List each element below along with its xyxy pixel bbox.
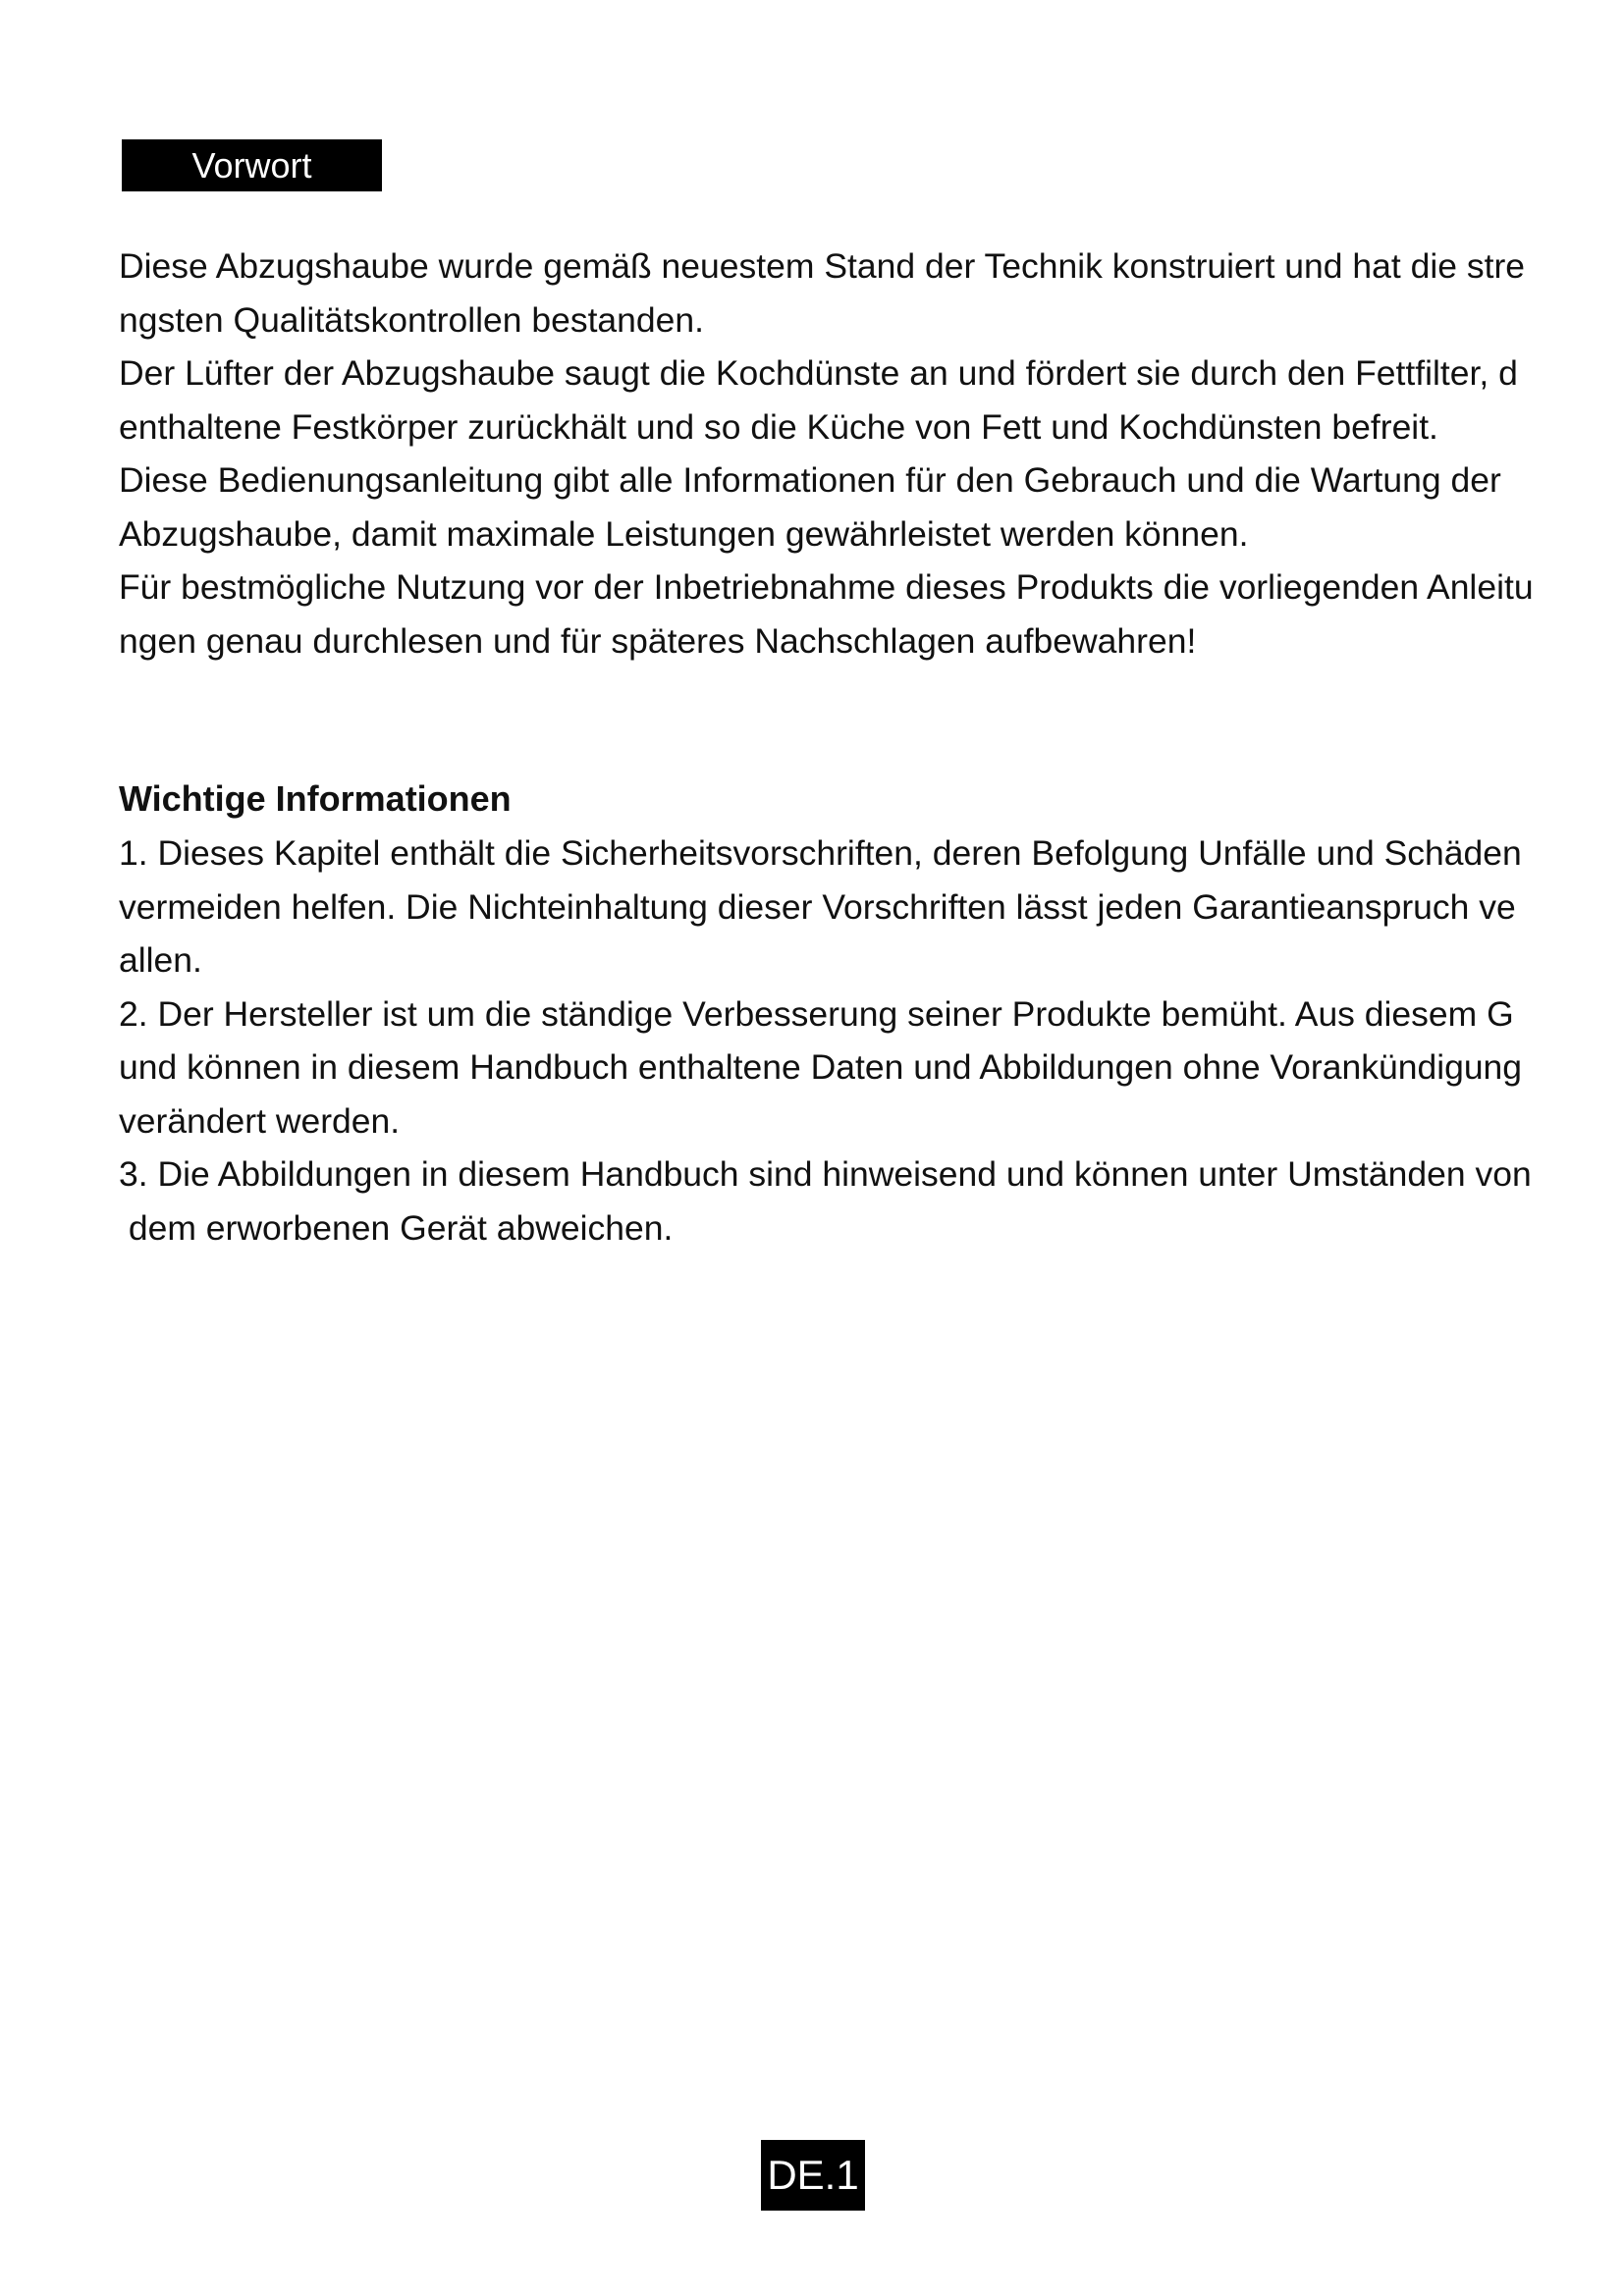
info-list <box>119 827 1624 1255</box>
intro-line: Der Lüfter der Abzugshaube saugt die Kochdünste an und fördert sie durch den Fettfilter, d <box>119 353 1518 393</box>
info-line: 1. Dieses Kapitel enthält die Sicherheitsvorschriften, deren Befolgung Unfälle und Schäden <box>119 833 1522 873</box>
page-number: DE.1 <box>761 2140 865 2211</box>
info-line: dem erworbenen Gerät abweichen. <box>119 1207 674 1248</box>
intro-line: ngen genau durchlesen und für späteres Nachschlagen aufbewahren! <box>119 620 1197 661</box>
info-heading: Wichtige Informationen <box>119 778 512 819</box>
intro-line: enthaltene Festkörper zurückhält und so die Küche von Fett und Kochdünsten befreit. <box>119 406 1438 447</box>
intro-line: ngsten Qualitätskontrollen bestanden. <box>119 299 705 340</box>
intro-line: Diese Abzugshaube wurde gemäß neuestem Stand der Technik konstruiert und hat die stre <box>119 246 1526 286</box>
info-line: vermeiden helfen. Die Nichteinhaltung dieser Vorschriften lässt jeden Garantieanspruch ve <box>119 886 1516 927</box>
info-line: allen. <box>119 940 202 980</box>
section-badge-vorwort: Vorwort <box>122 139 382 191</box>
info-line: 2. Der Hersteller ist um die ständige Verbesserung seiner Produkte bemüht. Aus diesem G <box>119 993 1514 1034</box>
intro-line: Diese Bedienungsanleitung gibt alle Informationen für den Gebrauch und die Wartung der <box>119 460 1501 500</box>
intro-line: Für bestmögliche Nutzung vor der Inbetriebnahme dieses Produkts die vorliegenden Anleitu <box>119 567 1534 607</box>
info-line: 3. Die Abbildungen in diesem Handbuch sind hinweisend und können unter Umständen von <box>119 1154 1532 1194</box>
intro-paragraph <box>119 240 1624 667</box>
intro-line: Abzugshaube, damit maximale Leistungen gewährleistet werden können. <box>119 513 1249 554</box>
info-line: und können in diesem Handbuch enthaltene Daten und Abbildungen ohne Vorankündigung <box>119 1047 1523 1087</box>
info-line: verändert werden. <box>119 1100 401 1141</box>
